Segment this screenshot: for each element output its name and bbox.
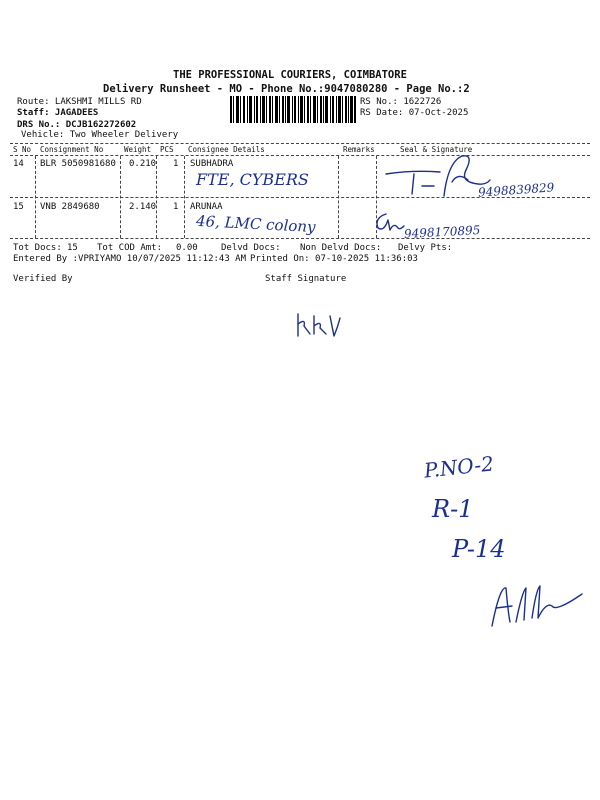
row15-signature bbox=[372, 210, 406, 236]
col-sno: S No bbox=[13, 145, 32, 154]
table-header-rule bbox=[10, 155, 590, 156]
runsheet-subtitle: Delivery Runsheet - MO - Phone No.:9047080280 - Page No.:2 bbox=[103, 83, 470, 95]
row15-sno: 15 bbox=[13, 202, 24, 212]
row14-pcs: 1 bbox=[173, 159, 179, 169]
row15-consignment: VNB 2849680 bbox=[40, 202, 100, 212]
row15-weight: 2.140 bbox=[129, 202, 157, 212]
row14-handwritten-address: FTE, CYBERS bbox=[196, 170, 309, 189]
total-cod-value: 0.00 bbox=[176, 243, 198, 253]
delivered-docs-label: Delvd Docs: bbox=[221, 243, 281, 253]
barcode bbox=[230, 96, 356, 123]
staff-signature-scribble bbox=[292, 308, 344, 342]
total-docs-label: Tot Docs: bbox=[13, 243, 62, 253]
rs-date: RS Date: 07-Oct-2025 bbox=[360, 108, 469, 118]
printed-on: Printed On: 07-10-2025 11:36:03 bbox=[250, 254, 418, 264]
route-label: Route: LAKSHMI MILLS RD bbox=[17, 97, 142, 107]
total-cod-label: Tot COD Amt: bbox=[97, 243, 163, 253]
col-pcs: PCS bbox=[160, 145, 174, 154]
delivery-points-label: Delvy Pts: bbox=[398, 243, 453, 253]
entered-by: Entered By :VPRIYAMO 10/07/2025 11:12:43 AM bbox=[13, 254, 246, 264]
row14-consignee: SUBHADRA bbox=[190, 159, 234, 169]
row14-weight: 0.210 bbox=[129, 159, 157, 169]
note-p14: P-14 bbox=[452, 535, 506, 563]
table-bottom-rule bbox=[10, 238, 590, 239]
row15-handwritten-address: 46, LMC colony bbox=[195, 211, 316, 237]
vehicle-label: Vehicle: Two Wheeler Delivery bbox=[21, 130, 179, 140]
col-weight: Weight bbox=[124, 145, 152, 154]
row14-consignment: BLR 5050981680 bbox=[40, 159, 116, 169]
verified-by-label: Verified By bbox=[13, 274, 73, 284]
drs-number: DRS No.: DCJB162272602 bbox=[17, 120, 137, 130]
row14-sno: 14 bbox=[13, 159, 24, 169]
col-consignee: Consignee Details bbox=[188, 145, 265, 154]
row14-handwritten-phone: 9498839829 bbox=[477, 180, 555, 200]
note-r1: R-1 bbox=[432, 495, 474, 523]
row15-consignee: ARUNAA bbox=[190, 202, 223, 212]
total-docs-value: 15 bbox=[67, 243, 78, 253]
col-seal-signature: Seal & Signature bbox=[400, 145, 473, 154]
table-top-rule bbox=[10, 143, 590, 144]
row15-handwritten-phone: 9498170895 bbox=[403, 223, 481, 241]
staff-label: Staff: JAGADEES bbox=[17, 108, 99, 118]
col-consignment: Consignment No bbox=[40, 145, 104, 154]
staff-signature-label: Staff Signature bbox=[265, 274, 347, 284]
non-delivered-docs-label: Non Delvd Docs: bbox=[300, 243, 382, 253]
note-page-number: P.NO-2 bbox=[422, 451, 495, 483]
row-rule bbox=[10, 197, 590, 198]
col-remarks: Remarks bbox=[343, 145, 375, 154]
row15-pcs: 1 bbox=[173, 202, 179, 212]
company-title: THE PROFESSIONAL COURIERS, COIMBATORE bbox=[173, 69, 407, 81]
note-signature bbox=[486, 582, 586, 630]
rs-number: RS No.: 1622726 bbox=[360, 97, 442, 107]
row14-signature bbox=[382, 152, 492, 198]
